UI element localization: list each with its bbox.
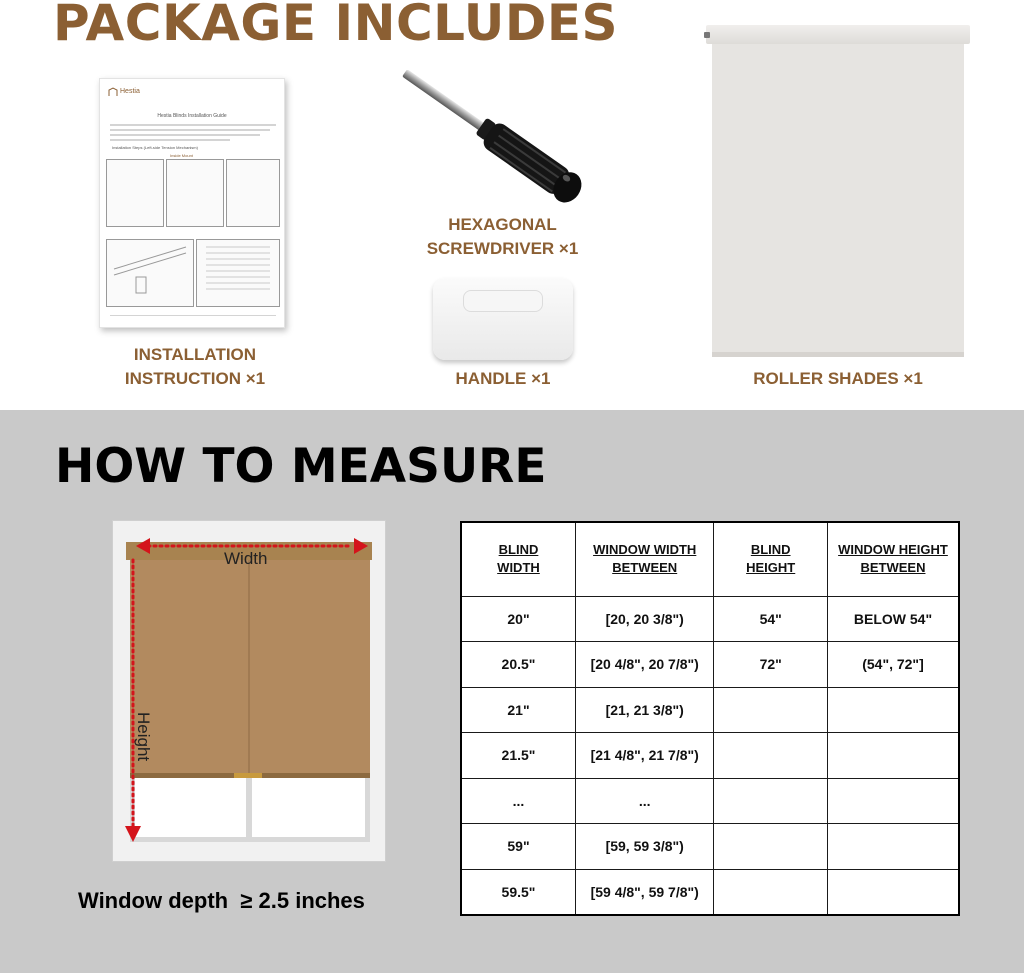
sheet-mount-label: Inside Mount [170, 153, 193, 158]
size-table [460, 521, 960, 916]
table-row [461, 642, 959, 688]
sheet-subtitle: Installation Steps (Left-side Tension Mechanism) [112, 145, 198, 150]
table-row [461, 733, 959, 779]
table-cell [714, 733, 828, 779]
header-window-height: WINDOW HEIGHT BETWEEN [827, 522, 959, 596]
height-label: Height [134, 712, 153, 762]
header-blind-width: BLIND WIDTH [461, 522, 575, 596]
table-cell [714, 869, 828, 915]
table-cell [827, 824, 959, 870]
table-cell: (54", 72"] [827, 642, 959, 688]
table-cell: [59 4/8", 59 7/8") [575, 869, 713, 915]
table-cell [827, 778, 959, 824]
hexagonal-screwdriver-label: HEXAGONAL SCREWDRIVER ×1 [426, 215, 579, 258]
table-row [461, 596, 959, 642]
installation-instruction-label: INSTALLATION INSTRUCTION ×1 [124, 345, 266, 388]
table-cell: [20, 20 3/8") [575, 596, 713, 642]
roller-shades-label: ROLLER SHADES ×1 [753, 369, 923, 388]
table-row [461, 778, 959, 824]
header-window-width: WINDOW WIDTH BETWEEN [575, 522, 713, 596]
table-cell: 20" [461, 596, 575, 642]
table-cell [827, 687, 959, 733]
height-arrow-bottom [125, 826, 141, 842]
table-cell [714, 778, 828, 824]
table-row [461, 869, 959, 915]
table-cell: 59" [461, 824, 575, 870]
table-cell: 72" [714, 642, 828, 688]
window-depth-note: Window depth ≥ 2.5 inches [78, 888, 365, 913]
table-cell [714, 687, 828, 733]
table-cell [827, 869, 959, 915]
package-includes-title: PACKAGE INCLUDES [53, 0, 618, 52]
table-cell [714, 824, 828, 870]
handle-label: HANDLE ×1 [455, 369, 551, 388]
sheet-brand: Hestia [120, 88, 140, 95]
table-cell [827, 733, 959, 779]
table-cell: 21" [461, 687, 575, 733]
table-cell: 20.5" [461, 642, 575, 688]
table-cell: 59.5" [461, 869, 575, 915]
table-cell: ... [575, 778, 713, 824]
table-cell: [20 4/8", 20 7/8") [575, 642, 713, 688]
table-cell: 21.5" [461, 733, 575, 779]
table-cell: [59, 59 3/8") [575, 824, 713, 870]
table-cell: [21, 21 3/8") [575, 687, 713, 733]
table-cell: BELOW 54" [827, 596, 959, 642]
table-row [461, 687, 959, 733]
width-label: Width [224, 549, 268, 568]
header-blind-height: BLIND HEIGHT [714, 522, 828, 596]
table-header-row [461, 522, 959, 596]
how-to-measure-title: HOW TO MEASURE [55, 439, 547, 494]
width-arrow-right [354, 538, 368, 554]
table-row [461, 824, 959, 870]
sheet-title: Hestia Blinds Installation Guide [157, 113, 227, 119]
table-cell: [21 4/8", 21 7/8") [575, 733, 713, 779]
table-cell: ... [461, 778, 575, 824]
table-cell: 54" [714, 596, 828, 642]
width-arrow-left [136, 538, 150, 554]
